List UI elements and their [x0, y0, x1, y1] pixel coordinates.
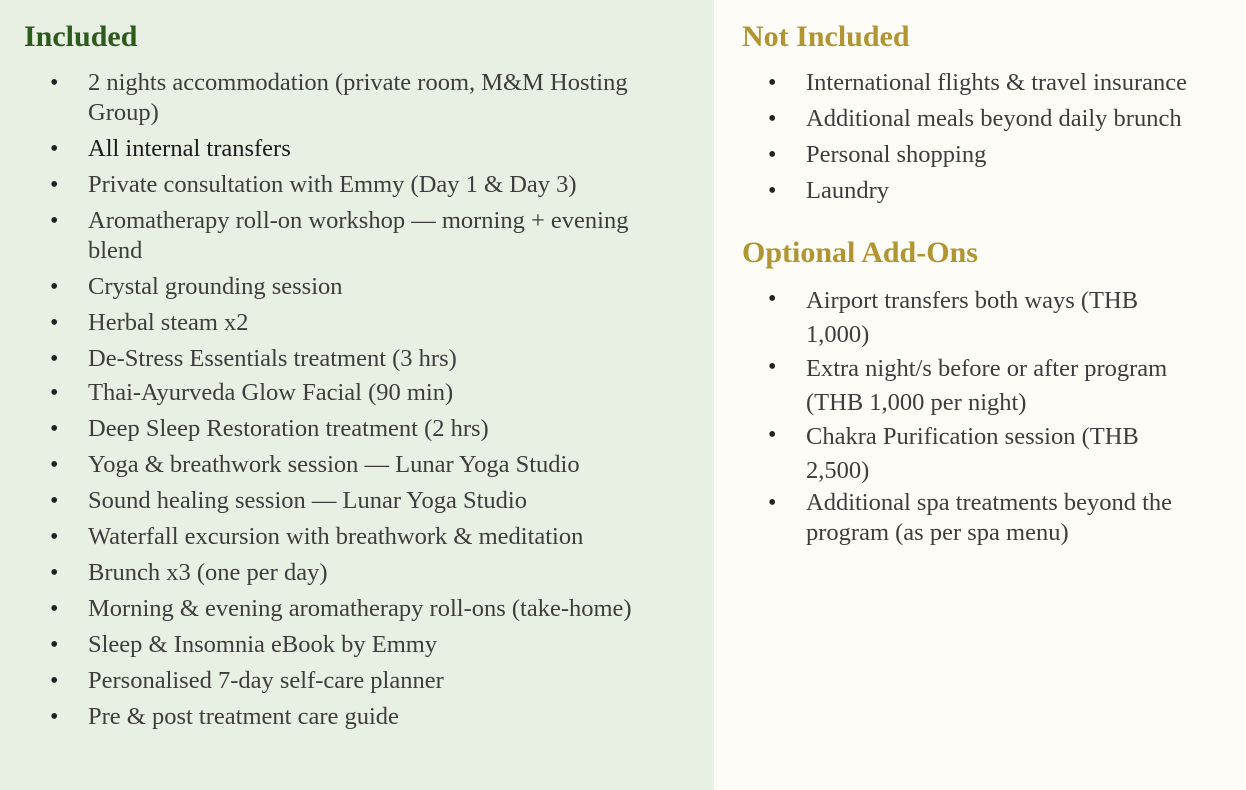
list-item	[24, 630, 648, 660]
bullet-icon: •	[768, 106, 777, 132]
list-item	[24, 272, 648, 302]
bullet-icon: •	[50, 524, 59, 550]
bullet-icon: •	[50, 416, 59, 442]
list-item-text: Morning & evening aromatherapy roll-ons (take-home)	[88, 595, 632, 622]
bullet-icon: •	[50, 274, 59, 300]
list-item-text: Private consultation with Emmy (Day 1 & Day 3)	[88, 171, 577, 198]
list-item	[742, 176, 1206, 206]
list-item-text: Herbal steam x2	[88, 309, 249, 336]
included-list	[24, 68, 714, 732]
list-item-text: Aromatherapy roll-on workshop — morning + evening blend	[88, 207, 629, 264]
list-item	[742, 68, 1206, 98]
list-item-text: Airport transfers both ways (THB 1,000)	[806, 287, 1139, 348]
list-item	[24, 206, 648, 266]
list-item-text: Crystal grounding session	[88, 273, 343, 300]
bullet-icon: •	[768, 178, 777, 204]
bullet-icon: •	[768, 490, 777, 516]
list-item-text: All internal transfers	[88, 135, 291, 162]
list-item	[24, 414, 648, 444]
bullet-icon: •	[50, 704, 59, 730]
bullet-icon: •	[50, 208, 59, 234]
bullet-icon: •	[50, 452, 59, 478]
list-item-text: Extra night/s before or after program (THB 1,000 per night)	[806, 355, 1168, 416]
list-item-text: Thai-Ayurveda Glow Facial (90 min)	[88, 379, 454, 406]
bullet-icon: •	[768, 142, 777, 168]
list-item-text: 2 nights accommodation (private room, M&M Hosting Group)	[88, 69, 628, 126]
bullet-icon: •	[50, 310, 59, 336]
list-item	[24, 594, 648, 624]
list-item	[742, 140, 1206, 170]
bullet-icon: •	[50, 596, 59, 622]
bullet-icon: •	[768, 354, 777, 380]
extras-panel	[714, 0, 1246, 790]
bullet-icon: •	[50, 560, 59, 586]
list-item	[24, 702, 648, 732]
not-included-heading: Not Included	[742, 20, 910, 53]
bullet-icon: •	[50, 136, 59, 162]
list-item-text: Chakra Purification session (THB 2,500)	[806, 423, 1139, 484]
list-item	[24, 522, 648, 552]
included-heading: Included	[24, 20, 138, 53]
list-item	[742, 284, 1206, 352]
optional-addons-heading: Optional Add-Ons	[742, 236, 978, 269]
list-item	[24, 68, 648, 128]
list-item	[24, 486, 648, 516]
list-item	[742, 420, 1206, 488]
list-item	[24, 558, 648, 588]
list-item	[24, 344, 648, 374]
list-item-text: Brunch x3 (one per day)	[88, 559, 328, 586]
bullet-icon: •	[50, 70, 59, 96]
list-item	[742, 104, 1206, 134]
list-item-text: Sound healing session — Lunar Yoga Studio	[88, 487, 527, 514]
bullet-icon: •	[768, 422, 777, 448]
bullet-icon: •	[50, 172, 59, 198]
bullet-icon: •	[50, 346, 59, 372]
bullet-icon: •	[768, 70, 777, 96]
list-item-text: Sleep & Insomnia eBook by Emmy	[88, 631, 438, 658]
list-item-text: Laundry	[806, 177, 889, 204]
list-item-text: Waterfall excursion with breathwork & meditation	[88, 523, 584, 550]
list-item	[742, 352, 1206, 420]
list-item-text: Personal shopping	[806, 141, 987, 168]
bullet-icon: •	[50, 488, 59, 514]
list-item	[24, 378, 648, 408]
list-item	[24, 308, 648, 338]
bullet-icon: •	[50, 668, 59, 694]
list-item-text: Personalised 7-day self-care planner	[88, 667, 444, 694]
list-item-text: Additional spa treatments beyond the program (as per spa menu)	[806, 489, 1173, 546]
list-item	[24, 666, 648, 696]
bullet-icon: •	[50, 632, 59, 658]
list-item-text: International flights & travel insurance	[806, 69, 1187, 96]
list-item-text: Yoga & breathwork session — Lunar Yoga Studio	[88, 451, 580, 478]
list-item-text: De-Stress Essentials treatment (3 hrs)	[88, 345, 457, 372]
list-item	[742, 488, 1206, 548]
optional-addons-list	[742, 284, 1246, 548]
bullet-icon: •	[768, 286, 777, 312]
list-item-text: Deep Sleep Restoration treatment (2 hrs)	[88, 415, 489, 442]
list-item-text: Pre & post treatment care guide	[88, 703, 399, 730]
list-item	[24, 134, 648, 164]
not-included-list	[742, 68, 1246, 206]
list-item	[24, 450, 648, 480]
list-item-text: Additional meals beyond daily brunch	[806, 105, 1182, 132]
list-item	[24, 170, 648, 200]
bullet-icon: •	[50, 380, 59, 406]
